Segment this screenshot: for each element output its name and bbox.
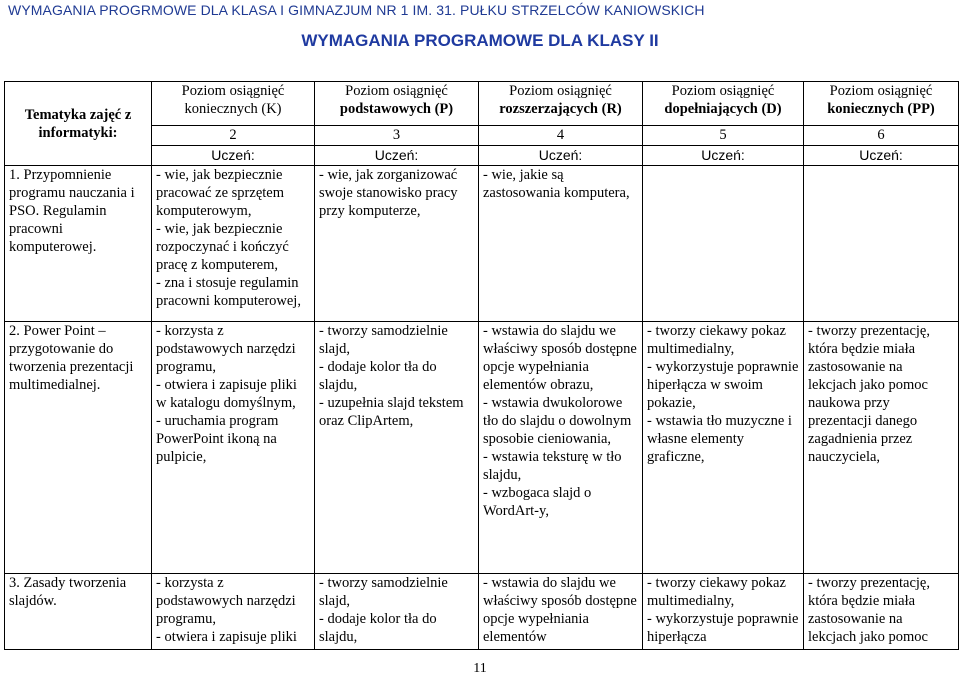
requirement-cell: - tworzy prezentację, która będzie miała zastosowanie na lekcjach jako pomoc xyxy=(804,574,959,650)
level-header-p xyxy=(315,82,479,126)
requirement-cell: - wie, jakie są zastosowania komputera, xyxy=(479,166,643,322)
grade-number: 2 xyxy=(152,126,315,146)
student-label: Uczeń: xyxy=(804,146,959,166)
requirement-cell: - korzysta z podstawowych narzędzi programu, - otwiera i zapisuje pliki w katalogu domyślnym, - uruchamia program PowerPoint ikoną na pulpicie, xyxy=(152,322,315,574)
level-label: Poziom osiągnięć xyxy=(181,83,285,99)
level-header-d xyxy=(643,82,804,126)
topic-cell: 3. Zasady tworzenia slajdów. xyxy=(5,574,152,650)
level-label: koniecznych (K) xyxy=(184,101,282,117)
requirement-cell: - tworzy samodzielnie slajd, - dodaje kolor tła do slajdu, - uzupełnia slajd tekstem oraz ClipArtem, xyxy=(315,322,479,574)
table-row xyxy=(5,322,959,574)
level-label: Poziom osiągnięć xyxy=(509,83,612,99)
grade-number: 4 xyxy=(479,126,643,146)
level-header-row xyxy=(5,82,959,126)
level-label: dopełniających (D) xyxy=(664,101,782,117)
topic-header: Tematyka zajęć z informatyki: xyxy=(5,82,152,166)
student-label: Uczeń: xyxy=(643,146,804,166)
table-row xyxy=(5,574,959,650)
topic-cell: 1. Przypomnienie programu nauczania i PSO. Regulamin pracowni komputerowej. xyxy=(5,166,152,322)
level-header-k xyxy=(152,82,315,126)
requirement-cell: - tworzy ciekawy pokaz multimedialny, - wykorzystuje poprawnie hiperłącza w swoim pokazie, - wstawia tło muzyczne i własne elementy graficzne, xyxy=(643,322,804,574)
level-label: koniecznych (PP) xyxy=(827,101,935,117)
table-row xyxy=(5,166,959,322)
requirement-cell: - wstawia do slajdu we właściwy sposób dostępne opcje wypełniania elementów xyxy=(479,574,643,650)
requirement-cell: - wie, jak bezpiecznie pracować ze sprzętem komputerowym, - wie, jak bezpiecznie rozpoczynać i kończyć pracę z komputerem, - zna i stosuje regulamin pracowni komputerowej, xyxy=(152,166,315,322)
page-number: 11 xyxy=(473,661,487,676)
grade-number: 3 xyxy=(315,126,479,146)
requirement-cell: - wie, jak zorganizować swoje stanowisko pracy przy komputerze, xyxy=(315,166,479,322)
level-label: rozszerzających (R) xyxy=(499,101,622,117)
page-title: WYMAGANIA PROGRAMOWE DLA KLASY II xyxy=(301,31,659,50)
topic-cell: 2. Power Point – przygotowanie do tworzenia prezentacji multimedialnej. xyxy=(5,322,152,574)
requirement-cell: - tworzy ciekawy pokaz multimedialny, - wykorzystuje poprawnie hiperłącza xyxy=(643,574,804,650)
level-header-pp xyxy=(804,82,959,126)
student-label: Uczeń: xyxy=(315,146,479,166)
student-label: Uczeń: xyxy=(479,146,643,166)
requirement-cell: - tworzy samodzielnie slajd, - dodaje kolor tła do slajdu, xyxy=(315,574,479,650)
requirement-cell: - korzysta z podstawowych narzędzi programu, - otwiera i zapisuje pliki xyxy=(152,574,315,650)
requirement-cell: - tworzy prezentację, która będzie miała zastosowanie na lekcjach jako pomoc naukowa przy prezentacji danego zagadnienia przez nauczyciela, xyxy=(804,322,959,574)
level-header-r xyxy=(479,82,643,126)
requirements-table xyxy=(4,81,959,650)
requirement-cell: - wstawia do slajdu we właściwy sposób dostępne opcje wypełniania elementów obrazu, - wstawia dwukolorowe tło do slajdu o dowolnym sposobie cieniowania, - wstawia teksturę w tło slajdu, - wzbogaca slajd o WordArt-y, xyxy=(479,322,643,574)
level-label: podstawowych (P) xyxy=(339,101,454,117)
level-label: Poziom osiągnięć xyxy=(829,83,933,99)
requirement-cell xyxy=(643,166,804,322)
level-label: Poziom osiągnięć xyxy=(345,83,448,99)
grade-number: 5 xyxy=(643,126,804,146)
grade-number: 6 xyxy=(804,126,959,146)
level-label: Poziom osiągnięć xyxy=(671,83,775,99)
student-label: Uczeń: xyxy=(152,146,315,166)
requirement-cell xyxy=(804,166,959,322)
document-header: WYMAGANIA PROGRMOWE DLA KLASA I GIMNAZJUM NR 1 IM. 31. PUŁKU STRZELCÓW KANIOWSKICH xyxy=(8,2,705,18)
